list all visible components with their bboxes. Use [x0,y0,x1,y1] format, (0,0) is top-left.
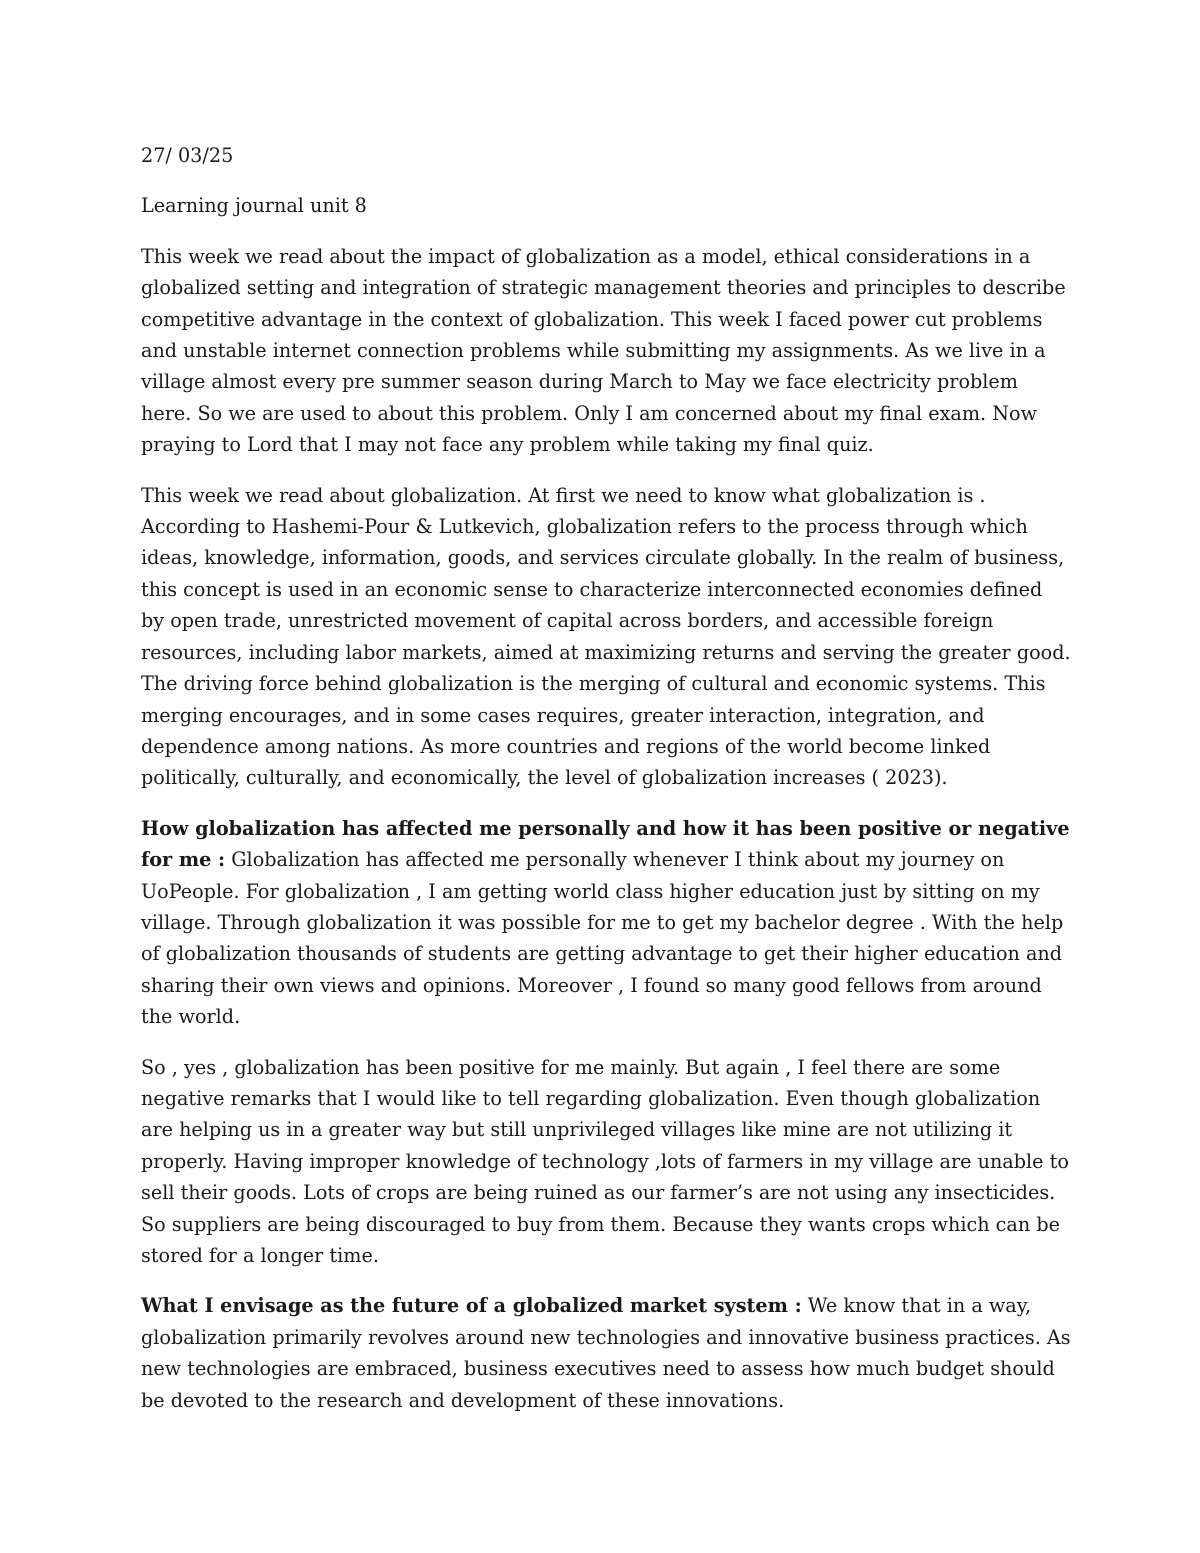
personal-impact-paragraph [141,813,1071,1033]
personal-impact-body: Globalization has affected me personally whenever I think about my journey on UoPeople. For globalization , I am getting world class higher education just by sitting on my village. Through globalization it was possible for me to get my bachelor degree . With the help of globalization thousands of students are getting advantage to get their higher education and sharing their own views and opinions. Moreover , I found so many good fellows from around the world. [141,848,1064,1029]
document-body [141,140,1071,1435]
positive-negative-paragraph: So , yes , globalization has been positive for me mainly. But again , I feel there are some negative remarks that I would like to tell regarding globalization. Even though globalization are helping us in a greater way but still unprivileged villages like mine are not utilizing it properly. Having improper knowledge of technology ,lots of farmers in my village are unable to sell their goods. Lots of crops are being ruined as our farmer’s are not using any insecticides. So suppliers are being discouraged to buy from them. Because they wants crops which can be stored for a longer time. [141,1055,1069,1267]
journal-title: Learning journal unit 8 [141,194,367,218]
intro-paragraph: This week we read about the impact of globalization as a model, ethical considerations in a globalized setting and integration of strategic management theories and principles to describe competitive advantage in the context of globalization. This week I faced power cut problems and unstable internet connection problems while submitting my assignments. As we live in a village almost every pre summer season during March to May we face electricity problem here. So we are used to about this problem. Only I am concerned about my final exam. Now praying to Lord that I may not face any problem while taking my final quiz. [141,244,1066,457]
globalization-definition-paragraph: This week we read about globalization. At first we need to know what globalization is . According to Hashemi-Pour & Lutkevich, globalization refers to the process through which ideas, knowledge, information, goods, and services circulate globally. In the realm of business, this concept is used in an economic sense to characterize interconnected economies defined by open trade, unrestricted movement of capital across borders, and accessible foreign resources, including labor markets, aimed at maximizing returns and serving the greater good. The driving force behind globalization is the merging of cultural and economic systems. This merging encourages, and in some cases requires, greater interaction, integration, and dependence among nations. As more countries and regions of the world become linked politically, culturally, and economically, the level of globalization increases ( 2023). [141,483,1071,790]
personal-impact-heading: How globalization has affected me personally and how it has been positive or negative for me : [141,816,1070,872]
future-market-heading: What I envisage as the future of a globalized market system : [141,1294,802,1318]
future-market-body: We know that in a way, globalization primarily revolves around new technologies and innovative business practices. As new technologies are embraced, business executives need to assess how much budget should be devoted to the research and development of these innovations. [141,1294,1071,1412]
journal-date: 27/ 03/25 [141,144,234,167]
future-market-paragraph [141,1290,1071,1416]
